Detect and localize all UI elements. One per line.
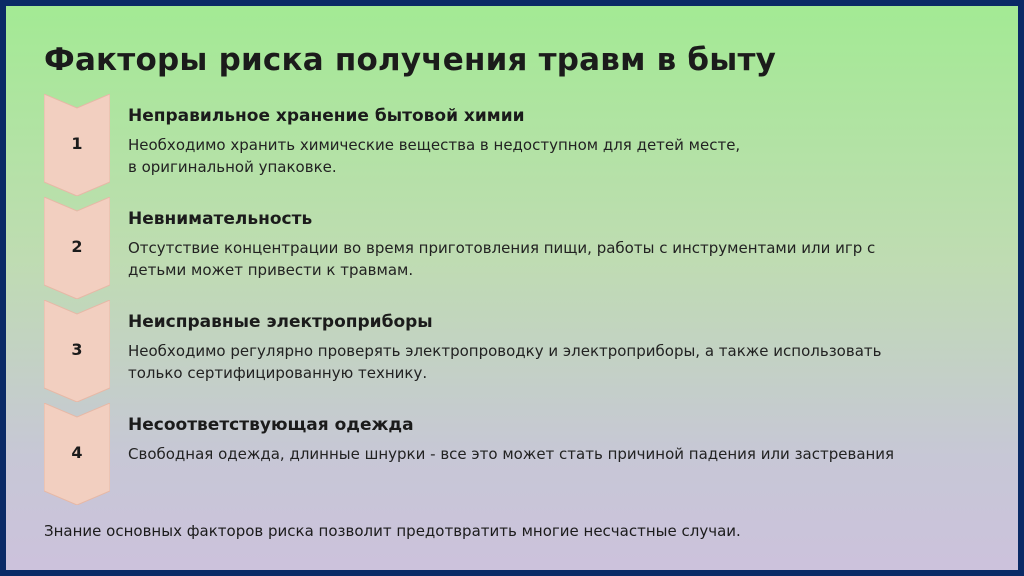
item-title: Неисправные электроприборы — [128, 312, 433, 332]
chevron-step-2 — [44, 197, 110, 299]
step-number: 2 — [71, 237, 83, 256]
item-title: Невнимательность — [128, 209, 313, 229]
footer-note: Знание основных факторов риска позволит предотвратить многие несчастные случаи. — [44, 522, 741, 540]
risk-item-2 — [6, 197, 1018, 299]
item-description: Необходимо хранить химические вещества в недоступном для детей месте, в оригинальной упаковке. — [128, 136, 741, 176]
item-description: Свободная одежда, длинные шнурки - все это может стать причиной падения или застревания — [128, 445, 895, 463]
item-title: Несоответствующая одежда — [128, 415, 414, 435]
risk-item-4 — [6, 403, 1018, 505]
step-number: 3 — [71, 340, 83, 359]
chevron-step-4 — [44, 403, 110, 505]
item-description: Необходимо регулярно проверять электропроводку и электроприборы, а также использовать только сертифицированную технику. — [128, 342, 882, 382]
chevron-step-1 — [44, 94, 110, 196]
risk-item-1 — [6, 94, 1018, 196]
chevron-step-3 — [44, 300, 110, 402]
slide — [6, 6, 1018, 570]
step-number: 4 — [71, 443, 83, 462]
item-description: Отсутствие концентрации во время приготовления пищи, работы с инструментами или игр с детьми может привести к травмам. — [128, 239, 876, 279]
item-title: Неправильное хранение бытовой химии — [128, 106, 525, 126]
step-number: 1 — [71, 134, 83, 153]
risk-item-3 — [6, 300, 1018, 402]
slide-title: Факторы риска получения травм в быту — [44, 42, 777, 78]
